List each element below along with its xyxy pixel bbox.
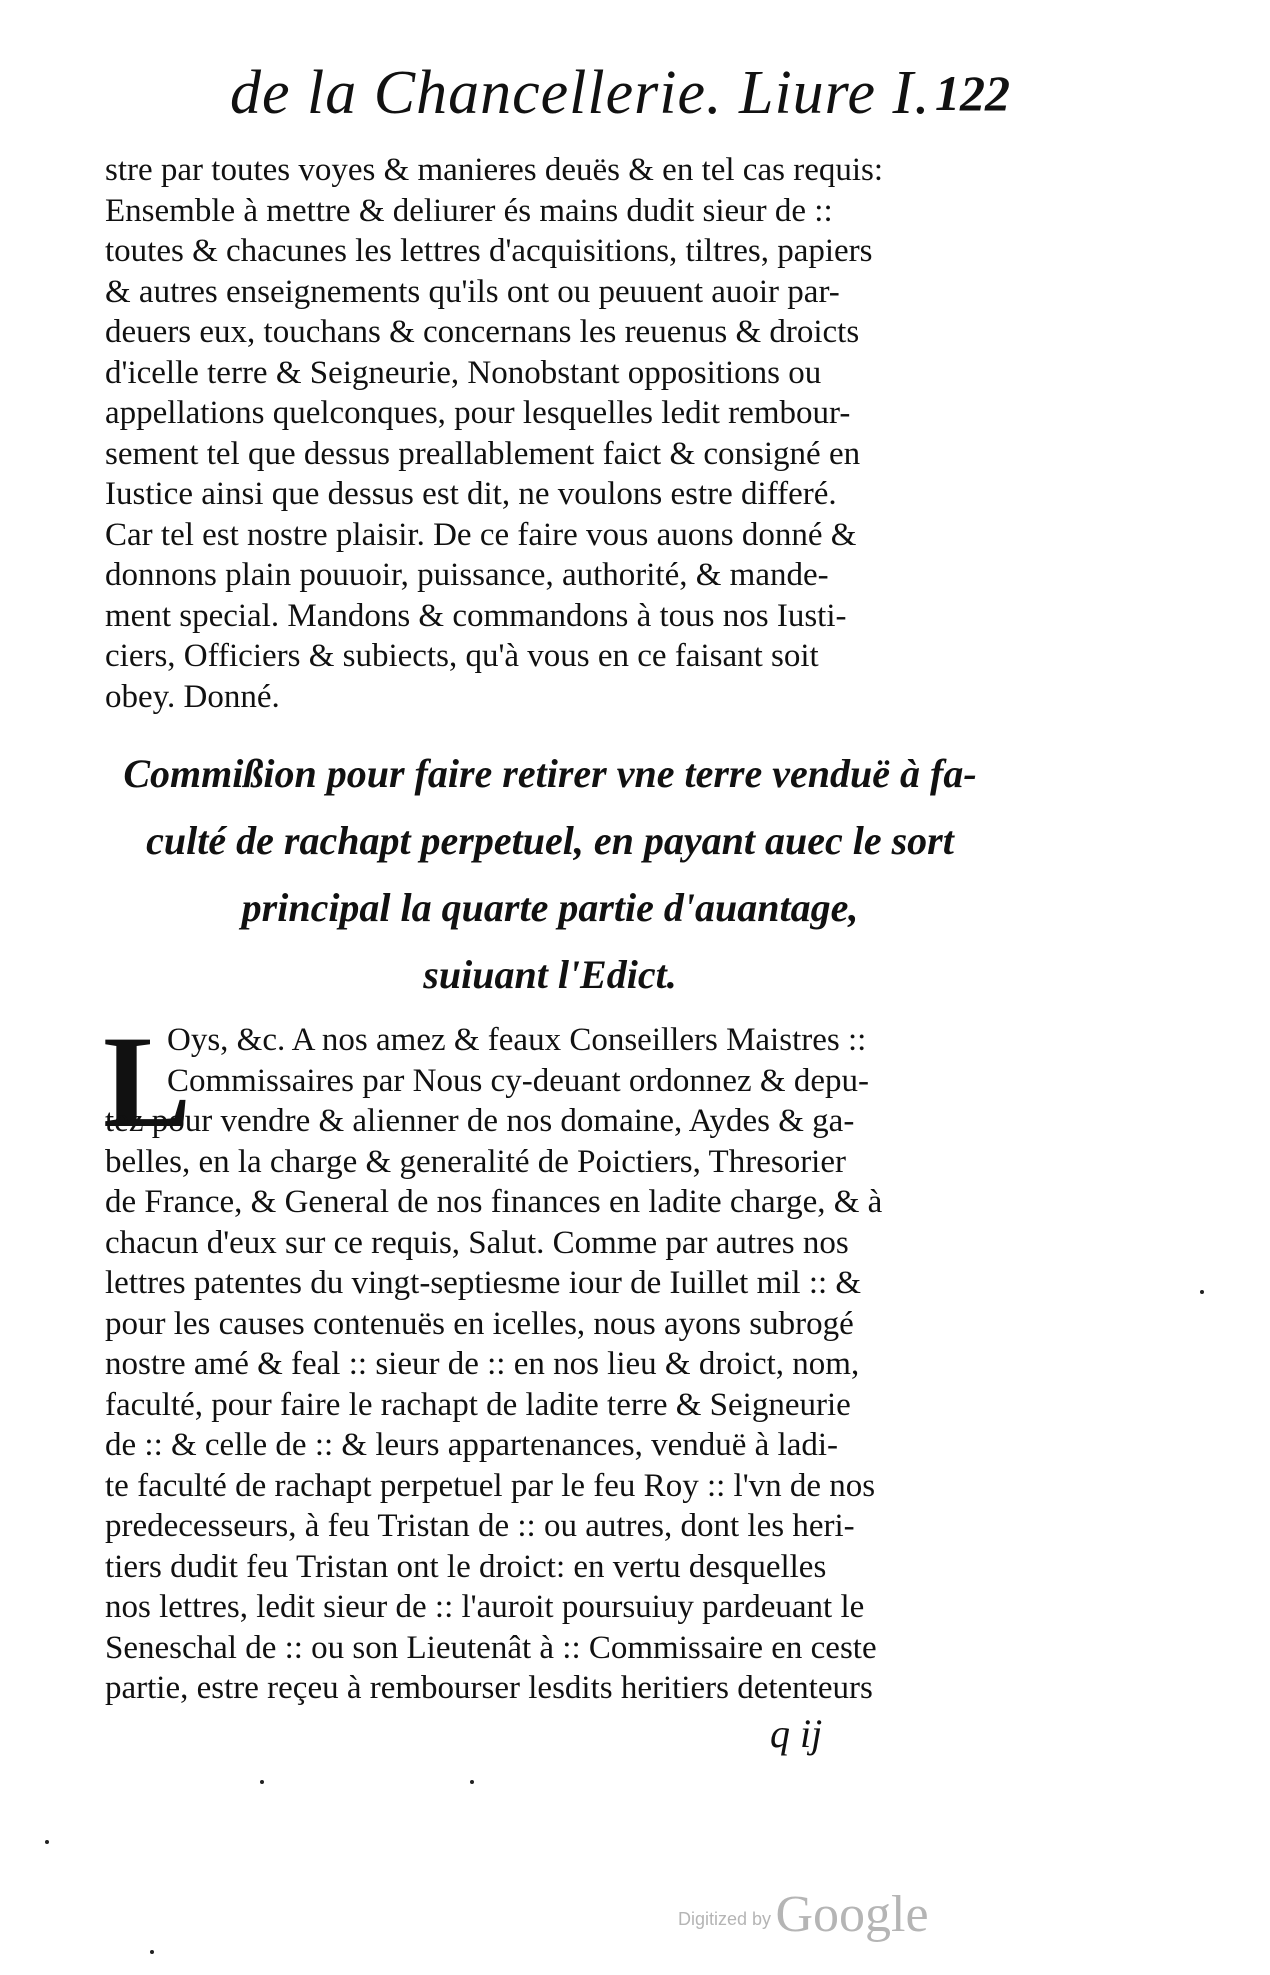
ink-speck bbox=[1200, 1290, 1204, 1294]
text-line: Commissaires par Nous cy-deuant ordonnez & depu- bbox=[167, 1062, 869, 1099]
paragraph-commission bbox=[103, 1008, 995, 1709]
text-line: Oys, &c. A nos amez & feaux Conseillers Maistres :: bbox=[167, 1022, 867, 1058]
text-line: tiers dudit feu Tristan ont le droict: en vertu desquelles bbox=[105, 1548, 827, 1585]
text-line: ment special. Mandons & commandons à tous nos Iusti- bbox=[105, 597, 847, 634]
ink-speck bbox=[260, 1780, 264, 1784]
text-line: d'icelle terre & Seigneurie, Nonobstant oppositions ou bbox=[105, 354, 822, 391]
text-line: faculté, pour faire le rachapt de ladite terre & Seigneurie bbox=[105, 1386, 851, 1423]
text-line: partie, estre reçeu à rembourser lesdits heritiers detenteurs bbox=[105, 1670, 873, 1706]
text-line: de France, & General de nos finances en ladite charge, & à bbox=[105, 1184, 883, 1220]
text-line: Car tel est nostre plaisir. De ce faire vous auons donné & bbox=[105, 516, 857, 553]
heading-line: suiuant l'Edict. bbox=[423, 952, 677, 997]
text-line: & autres enseignements qu'ils ont ou peuuent auoir par- bbox=[105, 273, 840, 310]
running-head bbox=[230, 58, 1030, 148]
text-line: toutes & chacunes les lettres d'acquisitions, tiltres, papiers bbox=[105, 233, 873, 269]
text-line: ciers, Officiers & subiects, qu'à vous en ce faisant soit bbox=[105, 638, 819, 674]
text-line: lettres patentes du vingt-septiesme iour de Iuillet mil :: & bbox=[105, 1265, 862, 1301]
text-line: belles, en la charge & generalité de Poictiers, Thresorier bbox=[105, 1143, 846, 1180]
digitized-watermark bbox=[678, 1885, 929, 1945]
section-heading bbox=[110, 740, 990, 1008]
text-line: predecesseurs, à feu Tristan de :: ou autres, dont les heri- bbox=[105, 1508, 855, 1544]
text-line: tez pour vendre & alienner de nos domaine, Aydes & ga- bbox=[105, 1103, 855, 1139]
text-line: Iustice ainsi que dessus est dit, ne voulons estre differé. bbox=[105, 476, 837, 512]
page-number: 122 bbox=[935, 65, 1010, 121]
text-line: pour les causes contenuës en icelles, nous ayons subrogé bbox=[105, 1305, 854, 1342]
ink-speck bbox=[150, 1950, 154, 1954]
signature-mark: q ij bbox=[770, 1711, 823, 1756]
text-line: te faculté de rachapt perpetuel par le feu Roy :: l'vn de nos bbox=[105, 1467, 876, 1504]
text-line: nos lettres, ledit sieur de :: l'auroit poursuiuy pardeuant le bbox=[105, 1589, 865, 1625]
text-line: sement tel que dessus preallablement faict & consigné en bbox=[105, 435, 861, 472]
text-line: stre par toutes voyes & manieres deuës & en tel cas requis: bbox=[105, 152, 884, 188]
text-line: appellations quelconques, pour lesquelles ledit rembour- bbox=[105, 395, 851, 431]
watermark-logo: Google bbox=[775, 1886, 929, 1943]
ink-speck bbox=[470, 1780, 474, 1784]
text-line: nostre amé & feal :: sieur de :: en nos lieu & droict, nom, bbox=[105, 1346, 860, 1382]
running-title: de la Chancellerie. Liure I. bbox=[230, 59, 931, 127]
text-line: deuers eux, touchans & concernans les reuenus & droicts bbox=[105, 314, 860, 350]
heading-line: Commißion pour faire retirer vne terre venduë à fa- bbox=[123, 751, 977, 796]
heading-line: culté de rachapt perpetuel, en payant auec le sort bbox=[146, 818, 954, 863]
text-line: donnons plain pouuoir, puissance, authorité, & mande- bbox=[105, 557, 829, 593]
paragraph-continuation bbox=[105, 150, 995, 717]
heading-line: principal la quarte partie d'auantage, bbox=[241, 885, 859, 930]
watermark-prefix: Digitized by bbox=[678, 1909, 772, 1929]
text-line: Ensemble à mettre & deliurer és mains dudit sieur de :: bbox=[105, 192, 833, 229]
text-line: chacun d'eux sur ce requis, Salut. Comme par autres nos bbox=[105, 1224, 849, 1261]
text-line: de :: & celle de :: & leurs appartenances, venduë à ladi- bbox=[105, 1427, 839, 1463]
text-line: obey. Donné. bbox=[105, 678, 280, 715]
ink-speck bbox=[45, 1840, 49, 1844]
text-line: Seneschal de :: ou son Lieutenât à :: Commissaire en ceste bbox=[105, 1629, 877, 1666]
drop-cap: L bbox=[103, 1008, 192, 1155]
